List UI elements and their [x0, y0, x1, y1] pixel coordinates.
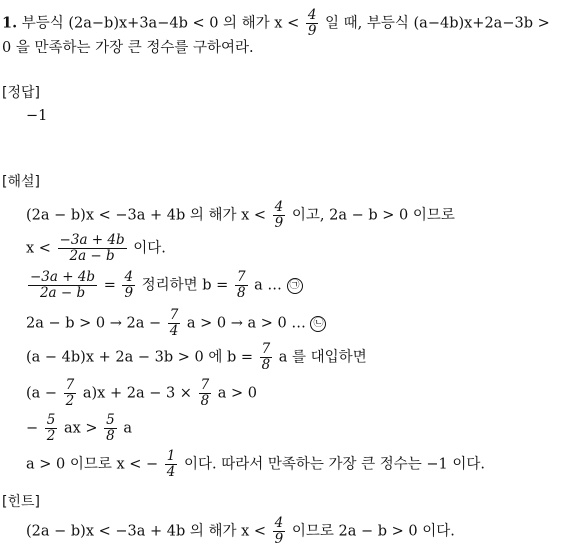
fraction: $\frac{-3a + 4b}{2a - b}$ — [30, 269, 96, 301]
fraction: $\frac{4}{9}$ — [274, 515, 284, 547]
answer-value: −1 — [26, 108, 48, 124]
problem-text-part2: 일 때, 부등식 (a−4b)x+2a−3b > — [325, 15, 550, 32]
fraction: $\frac{4}{9}$ — [124, 269, 134, 301]
solution-header: [해설] — [2, 174, 40, 190]
circled-marker-1: ㉠ — [287, 278, 303, 294]
answer-header: [정답] — [2, 85, 40, 101]
solution-line-5: (a − 4b)x + 2a − 3b > 0 에 b = $\frac{7}{8}$ a 를 대입하면 — [26, 341, 367, 373]
solution-line-4: 2a − b > 0 → 2a − $\frac{7}{4}$ a > 0 → a > 0 … ㉡ — [26, 308, 326, 339]
solution-line-1: (2a − b)x < −3a + 4b 의 해가 x < $\frac{4}{9}$ 이고, 2a − b > 0 이므로 — [26, 199, 455, 231]
problem-text-part1: 부등식 (2a−b)x+3a−4b < 0 의 해가 x < — [21, 15, 300, 32]
fraction: $\frac{7}{8}$ — [261, 341, 271, 373]
circled-marker-2: ㉡ — [310, 316, 326, 332]
fraction: $\frac{5}{8}$ — [106, 412, 115, 444]
solution-line-2: x < $\frac{-3a + 4b}{2a - b}$ 이다. — [26, 232, 166, 264]
fraction: $\frac{7}{4}$ — [169, 307, 179, 339]
fraction: $\frac{7}{8}$ — [200, 377, 210, 409]
hint-header: [힌트] — [2, 494, 40, 510]
problem-fraction: $\frac{4}{9}$ — [307, 7, 317, 39]
fraction: $\frac{7}{8}$ — [236, 269, 246, 301]
problem-number: 1. — [2, 14, 18, 32]
solution-line-7: − $\frac{5}{2}$ ax > $\frac{5}{8}$ a — [26, 412, 133, 444]
problem-line-2: 0 을 만족하는 가장 큰 정수를 구하여라. — [2, 40, 254, 56]
problem-line-1 — [2, 8, 550, 39]
fraction: $\frac{5}{2}$ — [46, 412, 56, 444]
solution-line-3: $\frac{-3a + 4b}{2a - b}$ = $\frac{4}{9}$ 정리하면 b = $\frac{7}{8}$ a … ㉠ — [26, 270, 303, 301]
fraction: $\frac{-3a + 4b}{2a - b}$ — [59, 232, 125, 264]
hint-line-1: (2a − b)x < −3a + 4b 의 해가 x < $\frac{4}{9}$ 이므로 2a − b > 0 이다. — [26, 515, 455, 547]
fraction: $\frac{1}{4}$ — [166, 448, 176, 480]
fraction: $\frac{4}{9}$ — [274, 199, 284, 231]
solution-line-8: a > 0 이므로 x < − $\frac{1}{4}$ 이다. 따라서 만족하는 가장 큰 정수는 −1 이다. — [26, 448, 485, 480]
solution-line-6: (a − $\frac{7}{2}$ a)x + 2a − 3 × $\frac{7}{8}$ a > 0 — [26, 377, 258, 409]
fraction: $\frac{7}{2}$ — [65, 377, 75, 409]
